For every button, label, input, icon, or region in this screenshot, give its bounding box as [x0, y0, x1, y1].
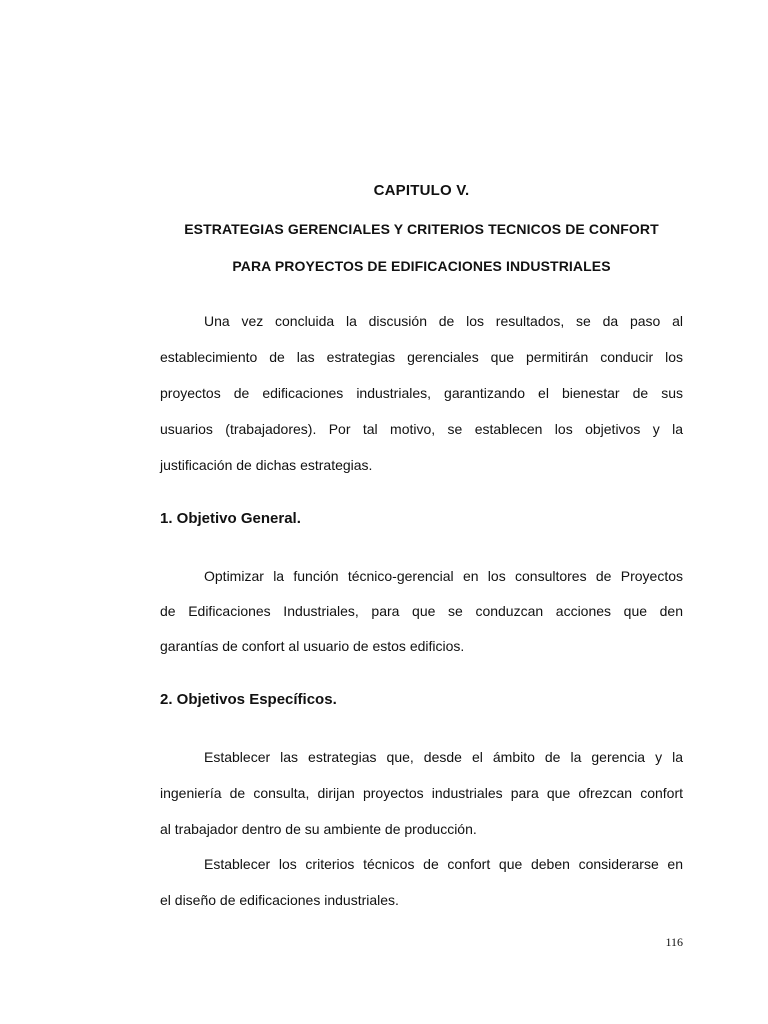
objetivos-especificos-p1-line-3: al trabajador dentro de su ambiente de producción.	[160, 821, 477, 837]
chapter-heading: CAPITULO V.	[373, 182, 470, 199]
objetivos-especificos-p2-line-2: el diseño de edificaciones industriales.	[160, 892, 399, 908]
intro-line-2: establecimiento de las estrategias gerenciales que permitirán conducir los	[160, 349, 683, 365]
objetivo-general-line-1: Optimizar la función técnico-gerencial en los consultores de Proyectos	[204, 568, 683, 584]
intro-line-3: proyectos de edificaciones industriales, garantizando el bienestar de sus	[160, 385, 683, 401]
objetivos-especificos-p1-line-2: ingeniería de consulta, dirijan proyectos industriales para que ofrezcan confort	[160, 785, 683, 801]
intro-line-1: Una vez concluida la discusión de los resultados, se da paso al	[204, 313, 683, 329]
chapter-title-line-2: PARA PROYECTOS DE EDIFICACIONES INDUSTRIALES	[232, 258, 611, 274]
objetivo-general-line-2: de Edificaciones Industriales, para que se conduzcan acciones que den	[160, 603, 683, 619]
intro-line-4: usuarios (trabajadores). Por tal motivo, se establecen los objetivos y la	[160, 421, 683, 437]
page-number: 116	[665, 935, 683, 949]
objetivo-general-line-3: garantías de confort al usuario de estos edificios.	[160, 638, 465, 654]
objetivos-especificos-p2-line-1: Establecer los criterios técnicos de confort que deben considerarse en	[204, 856, 683, 872]
objetivos-especificos-p1-line-1: Establecer las estrategias que, desde el ámbito de la gerencia y la	[204, 749, 683, 765]
section-heading-objetivos-especificos: 2. Objetivos Específicos.	[160, 691, 337, 708]
intro-line-5: justificación de dichas estrategias.	[160, 457, 373, 473]
chapter-title-line-1: ESTRATEGIAS GERENCIALES Y CRITERIOS TECNICOS DE CONFORT	[184, 221, 659, 237]
section-heading-objetivo-general: 1. Objetivo General.	[160, 510, 301, 527]
